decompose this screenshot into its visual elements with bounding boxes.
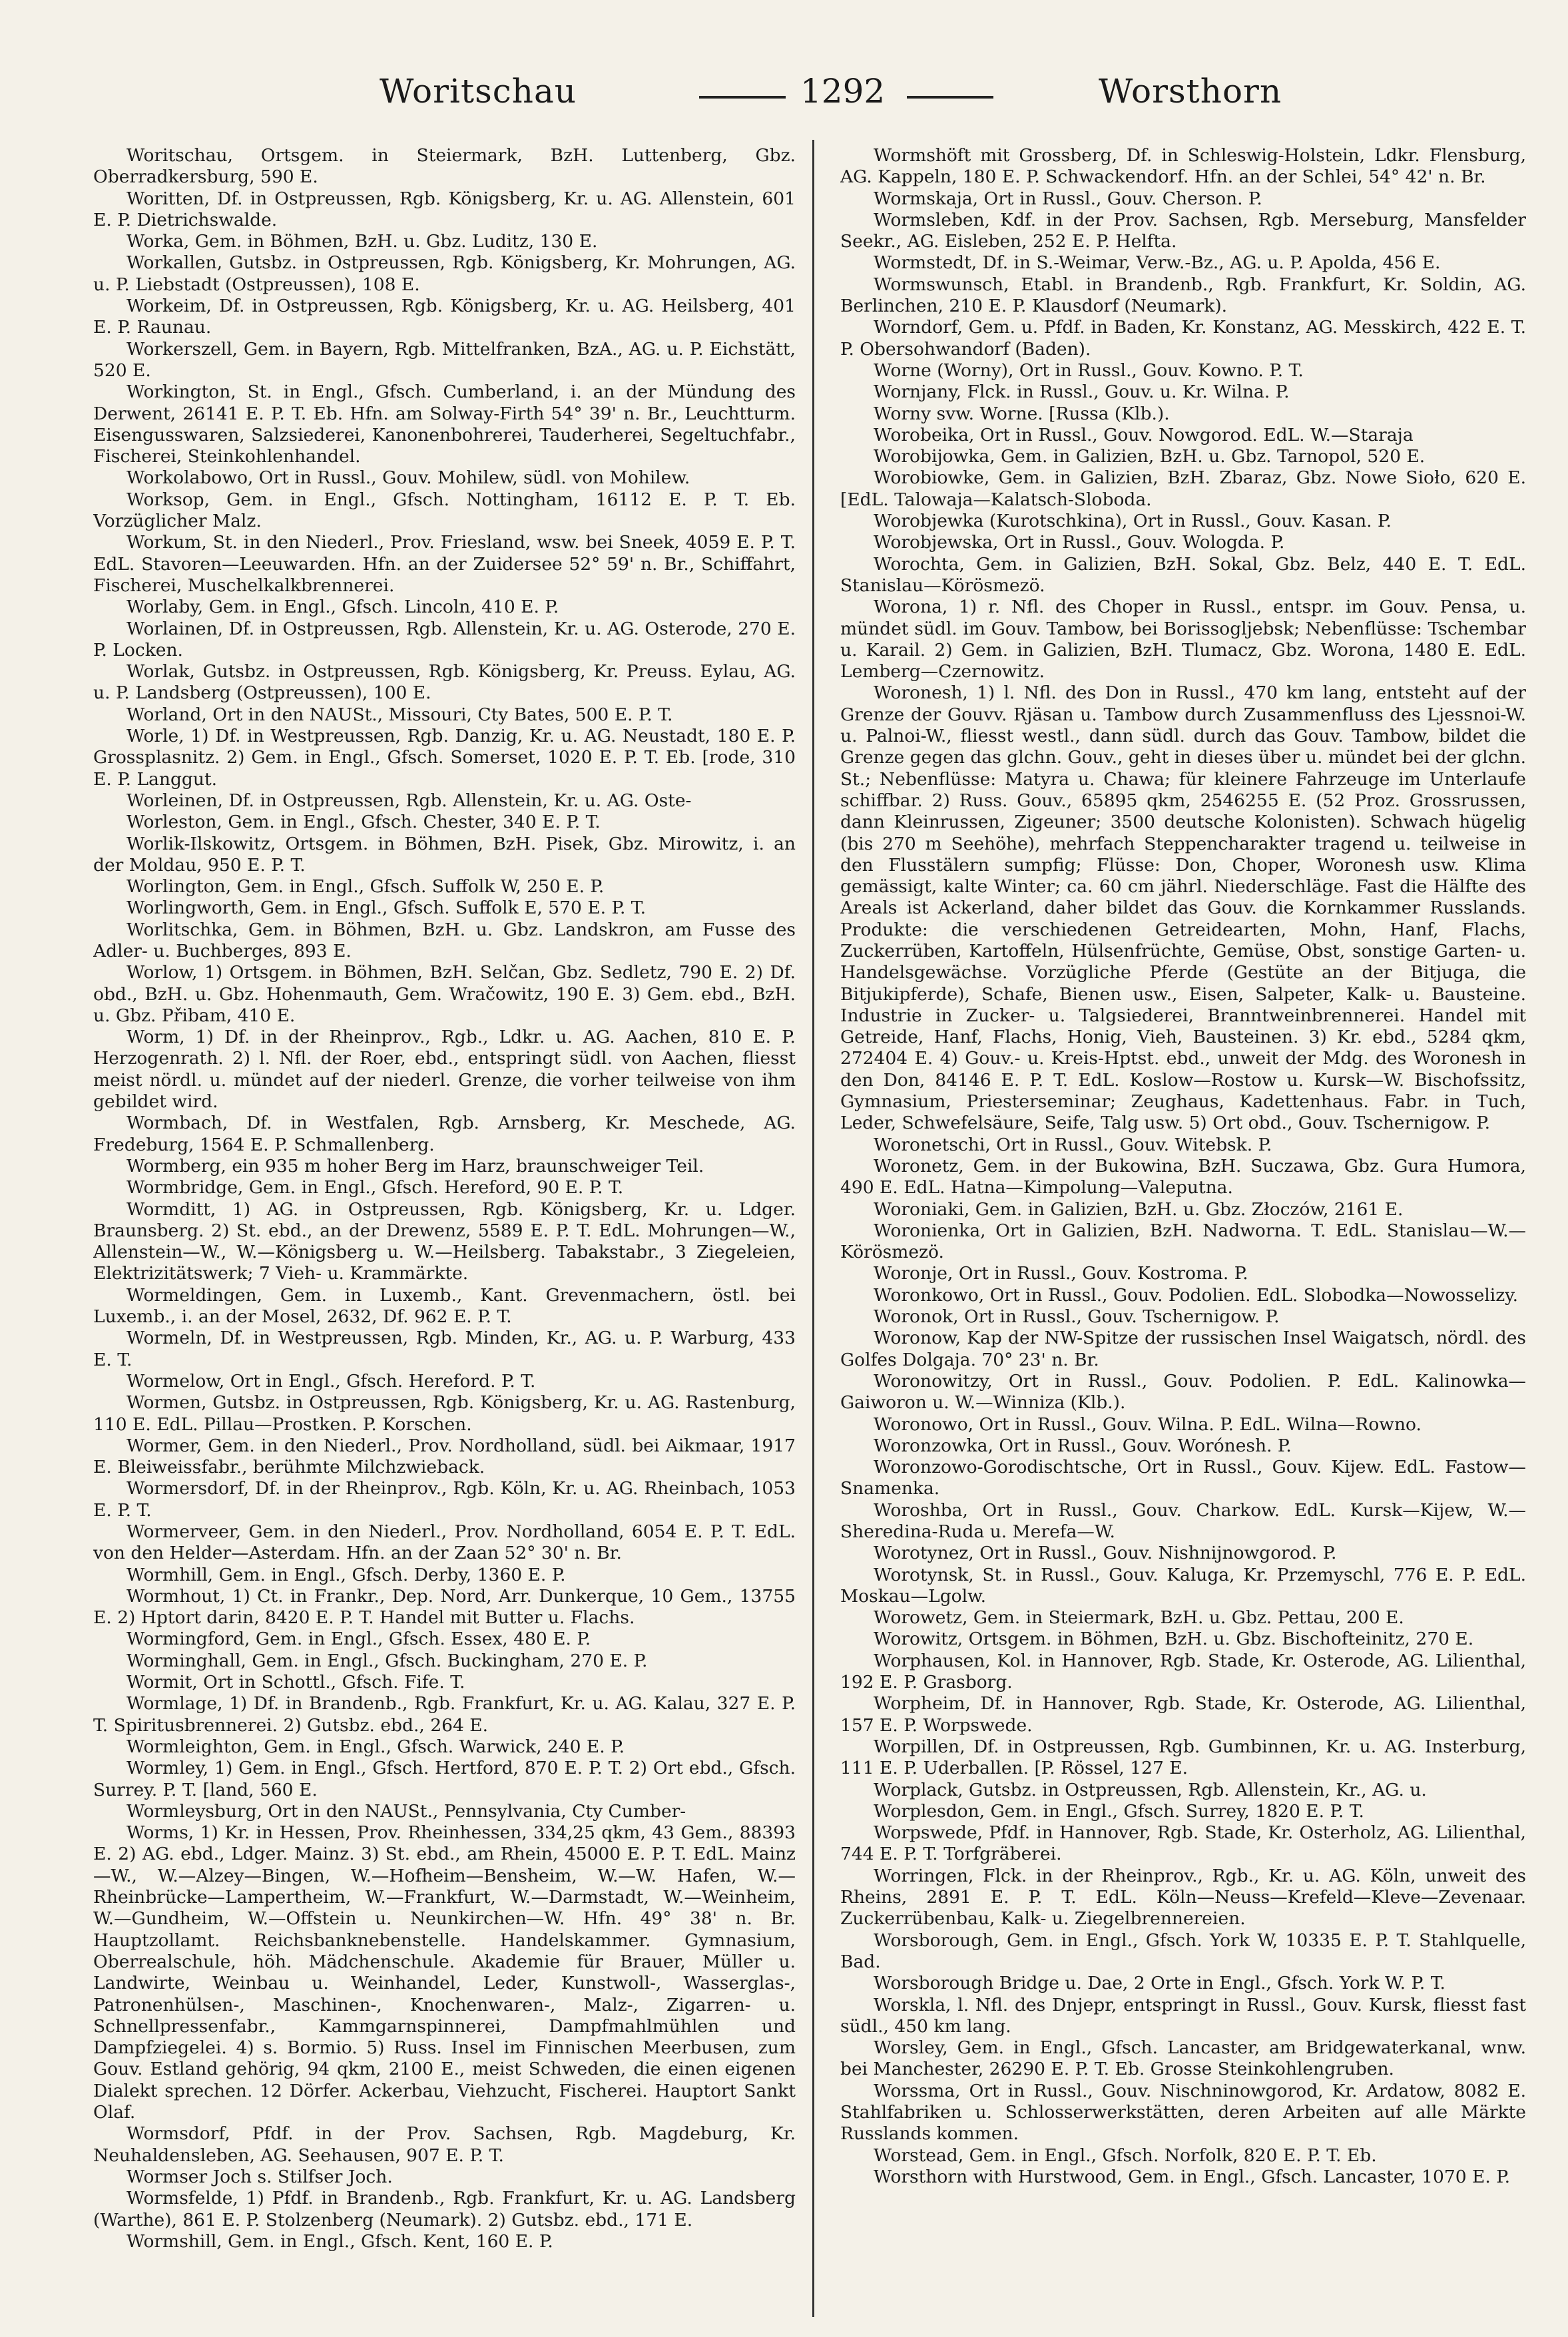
gazetteer-entry: Worleinen, Df. in Ostpreussen, Rgb. Allenstein, Kr. u. AG. Oste- bbox=[127, 790, 692, 811]
right-column bbox=[840, 145, 1526, 2322]
gazetteer-entry: Wormditt, 1) AG. in Ostpreussen, Rgb. Königsberg, Kr. u. Ldger. Braunsberg. 2) St. ebd., an der Drewenz, 5589 E. P. T. EdL. Mohrungen—W., Allenstein—W., W.—Königsberg u. W.—Heilsberg. Tabakstabr., 3 Ziegeleien, Elektrizitätswerk; 7 Vieh- u. Krammärkte. bbox=[93, 1198, 796, 1284]
left-column bbox=[93, 145, 796, 2322]
gazetteer-entry: Woritten, Df. in Ostpreussen, Rgb. Königsberg, Kr. u. AG. Allenstein, 601 E. P. Dietrichswalde. bbox=[93, 188, 796, 230]
gazetteer-entry: Wormberg, ein 935 m hoher Berg im Harz, braunschweiger Teil. bbox=[127, 1155, 704, 1176]
gazetteer-entry: Worland, Ort in den NAUSt., Missouri, Cty Bates, 500 E. P. T. bbox=[127, 704, 673, 725]
gazetteer-entry: Wormeldingen, Gem. in Luxemb., Kant. Grevenmachern, östl. bei Luxemb., i. an der Mosel, 2632, Df. 962 E. P. T. bbox=[93, 1284, 796, 1328]
gazetteer-entry: Worpheim, Df. in Hannover, Rgb. Stade, Kr. Osterode, AG. Lilienthal, 157 E. P. Worpswede. bbox=[840, 1693, 1526, 1736]
gazetteer-entry: Wormshill, Gem. in Engl., Gfsch. Kent, 160 E. P. bbox=[127, 2230, 553, 2252]
gazetteer-entry: Woronkowo, Ort in Russl., Gouv. Podolien. EdL. Slobodka—Nowosselizy. bbox=[874, 1284, 1519, 1306]
gazetteer-entry: Workington, St. in Engl., Gfsch. Cumberland, i. an der Mündung des Derwent, 26141 E. P. T. Eb. Hfn. am Solway-Firth 54° 39' n. Br., Leuchtturm. Eisengusswaren, Salzsiederei, Kanonenbohrerei, Tauderherei, Segeltuchfabr., Fischerei, Steinkohlenhandel. bbox=[93, 382, 796, 467]
gazetteer-entry: Workerszell, Gem. in Bayern, Rgb. Mittelfranken, BzA., AG. u. P. Eichstätt, 520 E. bbox=[93, 338, 796, 381]
gazetteer-entry: Worringen, Flck. in der Rheinprov., Rgb., Kr. u. AG. Köln, unweit des Rheins, 2891 E. P. T. EdL. Köln—Neuss—Krefeld—Kleve—Zevenaar. Zuckerrübenbau, Kalk- u. Ziegelbrennereien. bbox=[840, 1865, 1526, 1930]
gazetteer-entry: Wornjany, Flck. in Russl., Gouv. u. Kr. Wilna. P. bbox=[874, 382, 1290, 403]
gazetteer-entry: Worlow, 1) Ortsgem. in Böhmen, BzH. Selčan, Gbz. Sedletz, 790 E. 2) Df. obd., BzH. u. Gbz. Hohenmauth, Gem. Wračowitz, 190 E. 3) Gem. ebd., BzH. u. Gbz. Přibam, 410 E. bbox=[93, 962, 796, 1026]
gazetteer-entry: Woritschau, Ortsgem. in Steiermark, BzH. Luttenberg, Gbz. Oberradkersburg, 590 E. bbox=[93, 145, 796, 188]
gazetteer-entry: Worsborough Bridge u. Dae, 2 Orte in Engl., Gfsch. York W. P. T. bbox=[874, 1973, 1445, 1994]
gazetteer-entry: Worminghall, Gem. in Engl., Gfsch. Buckingham, 270 E. P. bbox=[127, 1650, 648, 1671]
gazetteer-entry: Wormingford, Gem. in Engl., Gfsch. Essex, 480 E. P. bbox=[127, 1629, 591, 1650]
gazetteer-entry: Worka, Gem. in Böhmen, BzH. u. Gbz. Luditz, 130 E. bbox=[127, 231, 598, 252]
gazetteer-entry: Woroshba, Ort in Russl., Gouv. Charkow. EdL. Kursk—Kijew, W.—Sheredina-Ruda u. Merefa—W. bbox=[840, 1499, 1526, 1542]
gazetteer-entry: Woronow, Kap der NW-Spitze der russischen Insel Waigatsch, nördl. des Golfes Dolgaja. 70° 23' n. Br. bbox=[840, 1328, 1526, 1370]
header-rule-right bbox=[907, 96, 993, 99]
gazetteer-entry: Worssma, Ort in Russl., Gouv. Nischninowgorod, Kr. Ardatow, 8082 E. Stahlfabriken u. Schlosserwerkstätten, deren Arbeiten auf alle Märkte Russlands kommen. bbox=[840, 2080, 1526, 2145]
gazetteer-entry: Worsborough, Gem. in Engl., Gfsch. York W, 10335 E. P. T. Stahlquelle, Bad. bbox=[840, 1930, 1526, 1972]
gazetteer-entry: Wormit, Ort in Schottl., Gfsch. Fife. T. bbox=[127, 1672, 465, 1693]
gazetteer-entry: Worochta, Gem. in Galizien, BzH. Sokal, Gbz. Belz, 440 E. T. EdL. Stanislau—Körösmezö. bbox=[840, 553, 1526, 596]
gazetteer-entry: Worne (Worny), Ort in Russl., Gouv. Kowno. P. T. bbox=[874, 360, 1304, 381]
gazetteer-entry: Woronowitzy, Ort in Russl., Gouv. Podolien. P. EdL. Kalinowka—Gaiworon u. W.—Winniza (Klb.). bbox=[840, 1370, 1526, 1414]
gazetteer-entry: Worksop, Gem. in Engl., Gfsch. Nottingham, 16112 E. P. T. Eb. Vorzüglicher Malz. bbox=[93, 489, 796, 532]
gazetteer-entry: Worlingworth, Gem. in Engl., Gfsch. Suffolk E, 570 E. P. T. bbox=[127, 898, 647, 919]
gazetteer-entry: Woronzowka, Ort in Russl., Gouv. Worónesh. P. bbox=[874, 1435, 1292, 1456]
gazetteer-entry: Wormlage, 1) Df. in Brandenb., Rgb. Frankfurt, Kr. u. AG. Kalau, 327 E. P. T. Spiritusbrennerei. 2) Gutsbz. ebd., 264 E. bbox=[93, 1693, 796, 1736]
gazetteer-entry: Worlak, Gutsbz. in Ostpreussen, Rgb. Königsberg, Kr. Preuss. Eylau, AG. u. P. Landsberg (Ostpreussen), 100 E. bbox=[93, 661, 796, 704]
gazetteer-entry: Worny svw. Worne. [Russa (Klb.). bbox=[874, 403, 1170, 424]
gazetteer-entry: Worobijowka, Gem. in Galizien, BzH. u. Gbz. Tarnopol, 520 E. bbox=[874, 446, 1426, 467]
page-header bbox=[87, 72, 1485, 125]
gazetteer-entry: Wormleighton, Gem. in Engl., Gfsch. Warwick, 240 E. P. bbox=[127, 1736, 625, 1757]
gazetteer-entry: Woronzowo-Gorodischtsche, Ort in Russl., Gouv. Kijew. EdL. Fastow—Snamenka. bbox=[840, 1457, 1526, 1499]
gazetteer-entry: Worm, 1) Df. in der Rheinprov., Rgb., Ldkr. u. AG. Aachen, 810 E. P. Herzogenrath. 2) l. Nfl. der Roer, ebd., entspringt südl. von Aachen, fliesst meist nördl. u. mündet auf der niederl. Grenze, die vorher teilweise von ihm gebildet wird. bbox=[93, 1027, 796, 1113]
gazetteer-entry: Workolabowo, Ort in Russl., Gouv. Mohilew, südl. von Mohilew. bbox=[127, 467, 690, 489]
gazetteer-entry: Worle, 1) Df. in Westpreussen, Rgb. Danzig, Kr. u. AG. Neustadt, 180 E. P. Grossplasnitz. 2) Gem. in Engl., Gfsch. Somerset, 1020 E. P. T. Eb. [rode, 310 E. P. Langgut. bbox=[93, 726, 796, 790]
gazetteer-entry: Worlington, Gem. in Engl., Gfsch. Suffolk W, 250 E. P. bbox=[127, 876, 605, 898]
gazetteer-entry: Wormhout, 1) Ct. in Frankr., Dep. Nord, Arr. Dunkerque, 10 Gem., 13755 E. 2) Hptort darin, 8420 E. P. T. Handel mit Butter u. Flachs. bbox=[93, 1585, 796, 1629]
gazetteer-entry: Worphausen, Kol. in Hannover, Rgb. Stade, Kr. Osterode, AG. Lilienthal, 192 E. P. Grasborg. bbox=[840, 1650, 1526, 1693]
gazetteer-entry: Worlainen, Df. in Ostpreussen, Rgb. Allenstein, Kr. u. AG. Osterode, 270 E. P. Locken. bbox=[93, 618, 796, 660]
gazetteer-entry: Worotynez, Ort in Russl., Gouv. Nishnijnowgorod. P. bbox=[874, 1543, 1337, 1564]
gazetteer-entry: Wormstedt, Df. in S.-Weimar, Verw.-Bz., AG. u. P. Apolda, 456 E. bbox=[874, 252, 1441, 274]
gazetteer-entry: Workeim, Df. in Ostpreussen, Rgb. Königsberg, Kr. u. AG. Heilsberg, 401 E. P. Raunau. bbox=[93, 296, 796, 338]
gazetteer-entry: Worobiowke, Gem. in Galizien, BzH. Zbaraz, Gbz. Nowe Sioło, 620 E. [EdL. Talowaja—Kalatsch-Sloboda. bbox=[840, 467, 1526, 510]
gazetteer-entry: Wormhill, Gem. in Engl., Gfsch. Derby, 1360 E. P. bbox=[127, 1564, 566, 1585]
header-right-catchword: Worsthorn bbox=[1099, 72, 1282, 111]
gazetteer-entry: Worsley, Gem. in Engl., Gfsch. Lancaster, am Bridgewaterkanal, wnw. bei Manchester, 26290 E. P. T. Eb. Grosse Steinkohlengruben. bbox=[840, 2037, 1526, 2080]
gazetteer-entry: Woronetz, Gem. in der Bukowina, BzH. Suczawa, Gbz. Gura Humora, 490 E. EdL. Hatna—Kimpolung—Valeputna. bbox=[840, 1155, 1526, 1198]
gazetteer-entry: Woronok, Ort in Russl., Gouv. Tschernigow. P. bbox=[874, 1306, 1280, 1328]
gazetteer-entry: Worlaby, Gem. in Engl., Gfsch. Lincoln, 410 E. P. bbox=[127, 597, 559, 618]
gazetteer-entry: Worowitz, Ortsgem. in Böhmen, BzH. u. Gbz. Bischofteinitz, 270 E. bbox=[874, 1629, 1474, 1650]
gazetteer-entry: Worowetz, Gem. in Steiermark, BzH. u. Gbz. Pettau, 200 E. bbox=[874, 1607, 1404, 1629]
header-left-catchword: Woritschau bbox=[380, 72, 577, 111]
gazetteer-entry: Wormskaja, Ort in Russl., Gouv. Cherson. P. bbox=[874, 188, 1262, 209]
gazetteer-entry: Worlitschka, Gem. in Böhmen, BzH. u. Gbz. Landskron, am Fusse des Adler- u. Buchberges, 893 E. bbox=[93, 919, 796, 961]
gazetteer-entry: Wormerveer, Gem. in den Niederl., Prov. Nordholland, 6054 E. P. T. EdL. von den Helder—Asterdam. Hfn. an der Zaan 52° 30' n. Br. bbox=[93, 1521, 796, 1564]
gazetteer-entry: Wormshöft mit Grossberg, Df. in Schleswig-Holstein, Ldkr. Flensburg, AG. Kappeln, 180 E. P. Schwackendorf. Hfn. an der Schlei, 54° 42' n. Br. bbox=[840, 145, 1526, 188]
gazetteer-entry: Workallen, Gutsbz. in Ostpreussen, Rgb. Königsberg, Kr. Mohrungen, AG. u. P. Liebstadt (Ostpreussen), 108 E. bbox=[93, 252, 796, 295]
gazetteer-entry: Wormeln, Df. in Westpreussen, Rgb. Minden, Kr., AG. u. P. Warburg, 433 E. T. bbox=[93, 1328, 796, 1370]
gazetteer-entry: Workum, St. in den Niederl., Prov. Friesland, wsw. bei Sneek, 4059 E. P. T. EdL. Stavoren—Leeuwarden. Hfn. an der Zuidersee 52° 59' n. Br., Schiffahrt, Fischerei, Muschelkalkbrennerei. bbox=[93, 532, 796, 596]
gazetteer-entry: Worpswede, Pfdf. in Hannover, Rgb. Stade, Kr. Osterholz, AG. Lilienthal, 744 E. P. T. Torfgräberei. bbox=[840, 1822, 1526, 1865]
gazetteer-entry: Wormser Joch s. Stilfser Joch. bbox=[127, 2166, 393, 2187]
gazetteer-entry: Wormswunsch, Etabl. in Brandenb., Rgb. Frankfurt, Kr. Soldin, AG. Berlinchen, 210 E. P. Klausdorf (Neumark). bbox=[840, 274, 1526, 317]
gazetteer-entry: Worstead, Gem. in Engl., Gfsch. Norfolk, 820 E. P. T. Eb. bbox=[874, 2145, 1377, 2166]
gazetteer-entry: Worplack, Gutsbz. in Ostpreussen, Rgb. Allenstein, Kr., AG. u. bbox=[874, 1779, 1427, 1800]
gazetteer-entry: Woronesh, 1) l. Nfl. des Don in Russl., 470 km lang, entsteht auf der Grenze der Gouvv. Rjäsan u. Tambow durch Zusammenfluss des Ljessnoi-W. u. Palnoi-W., fliesst westl., dann südl. durch das Gouv. Tambow, bildet die Grenze gegen das glchn. Gouv., geht in dieses über u. mündet bei der glchn. St.; Nebenflüsse: Matyra u. Chawa; für kleinere Fahrzeuge im Unterlaufe schiffbar. 2) Russ. Gouv., 65895 qkm, 2546255 E. (52 Proz. Grossrussen, dann Kleinrussen, Zigeuner; 3500 deutsche Kolonisten). Schwach hügelig (bis 270 m Seehöhe), mehrfach Steppencharakter tragend u. teilweise in den Flusstälern sumpfig; Flüsse: Don, Choper, Woronesh usw. Klima gemässigt, kalte Winter; ca. 60 cm jährl. Niederschläge. Fast die Hälfte des Areals ist Ackerland, daher bildet das Gouv. die Kornkammer Russlands. Produkte: die verschiedenen Getreidearten, Mohn, Hanf, Flachs, Zuckerrüben, Kartoffeln, Hülsenfrüchte, Gemüse, Obst, sonstige Garten- u. Handelsgewächse. Vorzügliche Pferde (Gestüte an der Bitjuga, die Bitjukipferde), Schafe, Bienen usw., Eisen, Salpeter, Kalk- u. Bausteine. Industrie in Zucker- u. Talgsiederei, Branntweinbrennerei. Handel mit Getreide, Hanf, Flachs, Honig, Vieh, Bausteinen. 3) Kr. ebd., 5284 qkm, 272404 E. 4) Gouv.- u. Kreis-Hptst. ebd., unweit der Mdg. des Woronesh in den Don, 84146 E. P. T. EdL. Koslow—Rostow u. Kursk—W. Bischofssitz, Gymnasium, Priesterseminar; Zeughaus, Kadettenhaus. Fabr. in Tuch, Leder, Schwefelsäure, Seife, Talg usw. 5) Ort obd., Gouv. Tschernigow. P. bbox=[840, 682, 1526, 1134]
gazetteer-entry: Wormsleben, Kdf. in der Prov. Sachsen, Rgb. Merseburg, Mansfelder Seekr., AG. Eisleben, 252 E. P. Helfta. bbox=[840, 209, 1526, 252]
gazetteer-entry: Worona, 1) r. Nfl. des Choper in Russl., entspr. im Gouv. Pensa, u. mündet südl. im Gouv. Tambow, bei Borissogljebsk; Nebenflüsse: Tschembar u. Karail. 2) Gem. in Galizien, BzH. Tlumacz, Gbz. Worona, 1480 E. EdL. Lemberg—Czernowitz. bbox=[840, 597, 1526, 682]
gazetteer-entry: Wormen, Gutsbz. in Ostpreussen, Rgb. Königsberg, Kr. u. AG. Rastenburg, 110 E. EdL. Pillau—Prostken. P. Korschen. bbox=[93, 1392, 796, 1435]
header-rule-left bbox=[699, 96, 786, 99]
gazetteer-entry: Worobeika, Ort in Russl., Gouv. Nowgorod. EdL. W.—Staraja bbox=[874, 424, 1414, 445]
gazetteer-entry: Woronje, Ort in Russl., Gouv. Kostroma. P. bbox=[874, 1263, 1248, 1284]
gazetteer-entry: Worotynsk, St. in Russl., Gouv. Kaluga, Kr. Przemyschl, 776 E. P. EdL. Moskau—Lgolw. bbox=[840, 1564, 1526, 1607]
gazetteer-entry: Woroniaki, Gem. in Galizien, BzH. u. Gbz. Złoczów, 2161 E. bbox=[874, 1198, 1404, 1220]
gazetteer-entry: Wormley, 1) Gem. in Engl., Gfsch. Hertford, 870 E. P. T. 2) Ort ebd., Gfsch. Surrey. P. T. [land, 560 E. bbox=[93, 1758, 796, 1800]
gazetteer-entry: Woronienka, Ort in Galizien, BzH. Nadworna. T. EdL. Stanislau—W.—Körösmezö. bbox=[840, 1220, 1526, 1263]
gazetteer-entry: Wormersdorf, Df. in der Rheinprov., Rgb. Köln, Kr. u. AG. Rheinbach, 1053 E. P. T. bbox=[93, 1478, 796, 1521]
gazetteer-entry: Worskla, l. Nfl. des Dnjepr, entspringt in Russl., Gouv. Kursk, fliesst fast südl., 450 km lang. bbox=[840, 1994, 1526, 2037]
gazetteer-entry: Woronowo, Ort in Russl., Gouv. Wilna. P. EdL. Wilna—Rowno. bbox=[874, 1414, 1422, 1435]
gazetteer-entry: Wormleysburg, Ort in den NAUSt., Pennsylvania, Cty Cumber- bbox=[127, 1800, 686, 1822]
gazetteer-entry: Woronetschi, Ort in Russl., Gouv. Witebsk. P. bbox=[874, 1134, 1272, 1155]
gazetteer-entry: Worpillen, Df. in Ostpreussen, Rgb. Gumbinnen, Kr. u. AG. Insterburg, 111 E. P. Uderballen. [P. Rössel, 127 E. bbox=[840, 1736, 1526, 1779]
gazetteer-entry: Worleston, Gem. in Engl., Gfsch. Chester, 340 E. P. T. bbox=[127, 812, 601, 833]
gazetteer-entry: Worlik-Ilskowitz, Ortsgem. in Böhmen, BzH. Pisek, Gbz. Mirowitz, i. an der Moldau, 950 E. P. T. bbox=[93, 833, 796, 876]
gazetteer-entry: Wormsdorf, Pfdf. in der Prov. Sachsen, Rgb. Magdeburg, Kr. Neuhaldensleben, AG. Seehausen, 907 E. P. T. bbox=[93, 2123, 796, 2166]
gazetteer-entry: Worobjewska, Ort in Russl., Gouv. Wologda. P. bbox=[874, 532, 1285, 553]
gazetteer-entry: Wormsfelde, 1) Pfdf. in Brandenb., Rgb. Frankfurt, Kr. u. AG. Landsberg (Warthe), 861 E. P. Stolzenberg (Neumark). 2) Gutsbz. ebd., 171 E. bbox=[93, 2188, 796, 2230]
gazetteer-entry: Worndorf, Gem. u. Pfdf. in Baden, Kr. Konstanz, AG. Messkirch, 422 E. T. P. Obersohwandorf (Baden). bbox=[840, 317, 1526, 360]
gazetteer-entry: Wormer, Gem. in den Niederl., Prov. Nordholland, südl. bei Aikmaar, 1917 E. Bleiweissfabr., berühmte Milchzwieback. bbox=[93, 1435, 796, 1478]
gazetteer-entry: Worplesdon, Gem. in Engl., Gfsch. Surrey, 1820 E. P. T. bbox=[874, 1800, 1364, 1822]
column-divider bbox=[812, 140, 814, 2317]
gazetteer-entry: Wormelow, Ort in Engl., Gfsch. Hereford. P. T. bbox=[127, 1370, 536, 1392]
gazetteer-entry: Wormbridge, Gem. in Engl., Gfsch. Hereford, 90 E. P. T. bbox=[127, 1177, 624, 1198]
page-number: 1292 bbox=[800, 72, 886, 111]
gazetteer-entry: Worobjewka (Kurotschkina), Ort in Russl., Gouv. Kasan. P. bbox=[874, 511, 1392, 532]
gazetteer-entry: Worms, 1) Kr. in Hessen, Prov. Rheinhessen, 334,25 qkm, 43 Gem., 88393 E. 2) AG. ebd., Ldger. Mainz. 3) St. ebd., am Rhein, 45000 E. P. T. EdL. Mainz—W., W.—Alzey—Bingen, W.—Hofheim—Bensheim, W.—W. Hafen, W.—Rheinbrücke—Lampertheim, W.—Frankfurt, W.—Darmstadt, W.—Weinheim, W.—Gundheim, W.—Offstein u. Neunkirchen—W. Hfn. 49° 38' n. Br. Hauptzollamt. Reichsbanknebenstelle. Handelskammer. Gymnasium, Oberrealschule, höh. Mädchenschule. Akademie für Brauer, Müller u. Landwirte, Weinbau u. Weinhandel, Leder, Kunstwoll-, Wasserglas-, Patronenhülsen-, Maschinen-, Knochenwaren-, Malz-, Zigarren- u. Schnellpressenfabr., Kammgarnspinnerei, Dampfmahlmühlen und Dampfziegelei. 4) s. Bormio. 5) Russ. Insel im Finnischen Meerbusen, zum Gouv. Estland gehörig, 94 qkm, 2100 E., meist Schweden, die einen eigenen Dialekt sprechen. 12 Dörfer. Ackerbau, Viehzucht, Fischerei. Hauptort Sankt Olaf. bbox=[93, 1822, 796, 2123]
gazetteer-entry: Wormbach, Df. in Westfalen, Rgb. Arnsberg, Kr. Meschede, AG. Fredeburg, 1564 E. P. Schmallenberg. bbox=[93, 1113, 796, 1155]
gazetteer-entry: Worsthorn with Hurstwood, Gem. in Engl., Gfsch. Lancaster, 1070 E. P. bbox=[874, 2166, 1511, 2187]
